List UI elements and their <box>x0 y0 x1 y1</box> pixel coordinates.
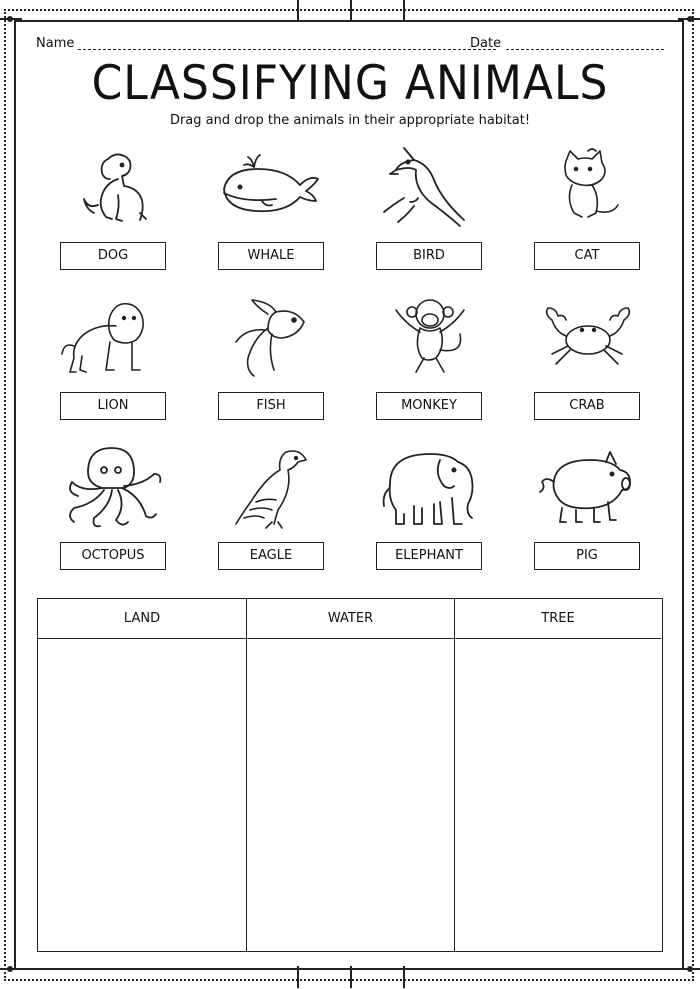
animal-card-fish[interactable] <box>216 292 336 426</box>
animal-card-whale[interactable] <box>216 145 336 275</box>
eagle-icon <box>216 444 326 534</box>
animal-card-bird[interactable] <box>374 140 494 275</box>
habitat-header: WATER <box>247 599 454 639</box>
habitat-column-water <box>246 599 454 951</box>
border-tick <box>297 966 299 988</box>
animal-card-dog[interactable] <box>58 145 178 275</box>
octopus-icon <box>58 444 168 534</box>
crab-icon <box>532 296 642 380</box>
drop-zone-tree[interactable] <box>455 639 661 951</box>
whale-icon <box>216 145 326 229</box>
border-tick <box>350 0 352 22</box>
animal-label: LION <box>60 392 166 420</box>
page-title: CLASSIFYING ANIMALS <box>91 55 609 112</box>
habitat-column-tree <box>454 599 661 951</box>
monkey-icon <box>374 292 484 382</box>
animal-card-pig[interactable] <box>532 444 652 574</box>
animal-label: DOG <box>60 242 166 270</box>
name-field[interactable] <box>78 49 496 50</box>
name-label: Name <box>36 36 75 51</box>
drop-zone-water[interactable] <box>247 639 454 951</box>
cat-icon <box>532 145 642 229</box>
animal-card-cat[interactable] <box>532 145 652 275</box>
pig-icon <box>532 444 642 534</box>
drop-zone-land[interactable] <box>38 639 246 951</box>
name-date-row <box>36 34 666 56</box>
border-dot <box>7 16 13 22</box>
animal-label: MONKEY <box>376 392 482 420</box>
animal-card-crab[interactable] <box>532 296 652 426</box>
border-tick <box>350 966 352 988</box>
date-label: Date <box>470 36 502 51</box>
habitat-header: LAND <box>38 599 246 639</box>
elephant-icon <box>374 444 484 534</box>
animal-label: EAGLE <box>218 542 324 570</box>
border-dot <box>687 966 693 972</box>
border-dot <box>687 16 693 22</box>
border-tick <box>403 0 405 22</box>
lion-icon <box>58 296 168 380</box>
animal-label: BIRD <box>376 242 482 270</box>
animal-label: PIG <box>534 542 640 570</box>
border-tick <box>297 0 299 22</box>
border-dot <box>7 966 13 972</box>
fish-icon <box>216 292 326 382</box>
animal-label: OCTOPUS <box>60 542 166 570</box>
animal-card-octopus[interactable] <box>58 444 178 574</box>
animal-label: WHALE <box>218 242 324 270</box>
habitat-column-land <box>38 599 246 951</box>
animal-label: ELEPHANT <box>376 542 482 570</box>
habitat-table <box>37 598 663 952</box>
instructions: Drag and drop the animals in their appropriate habitat! <box>169 113 531 128</box>
habitat-header: TREE <box>455 599 661 639</box>
border-tick <box>403 966 405 988</box>
date-field[interactable] <box>506 49 664 50</box>
animal-card-lion[interactable] <box>58 296 178 426</box>
animal-card-eagle[interactable] <box>216 444 336 574</box>
bird-icon <box>374 140 484 234</box>
animal-label: CRAB <box>534 392 640 420</box>
animal-label: FISH <box>218 392 324 420</box>
animal-card-elephant[interactable] <box>374 444 494 574</box>
animal-card-monkey[interactable] <box>374 292 494 426</box>
dog-icon <box>58 145 168 229</box>
animal-label: CAT <box>534 242 640 270</box>
